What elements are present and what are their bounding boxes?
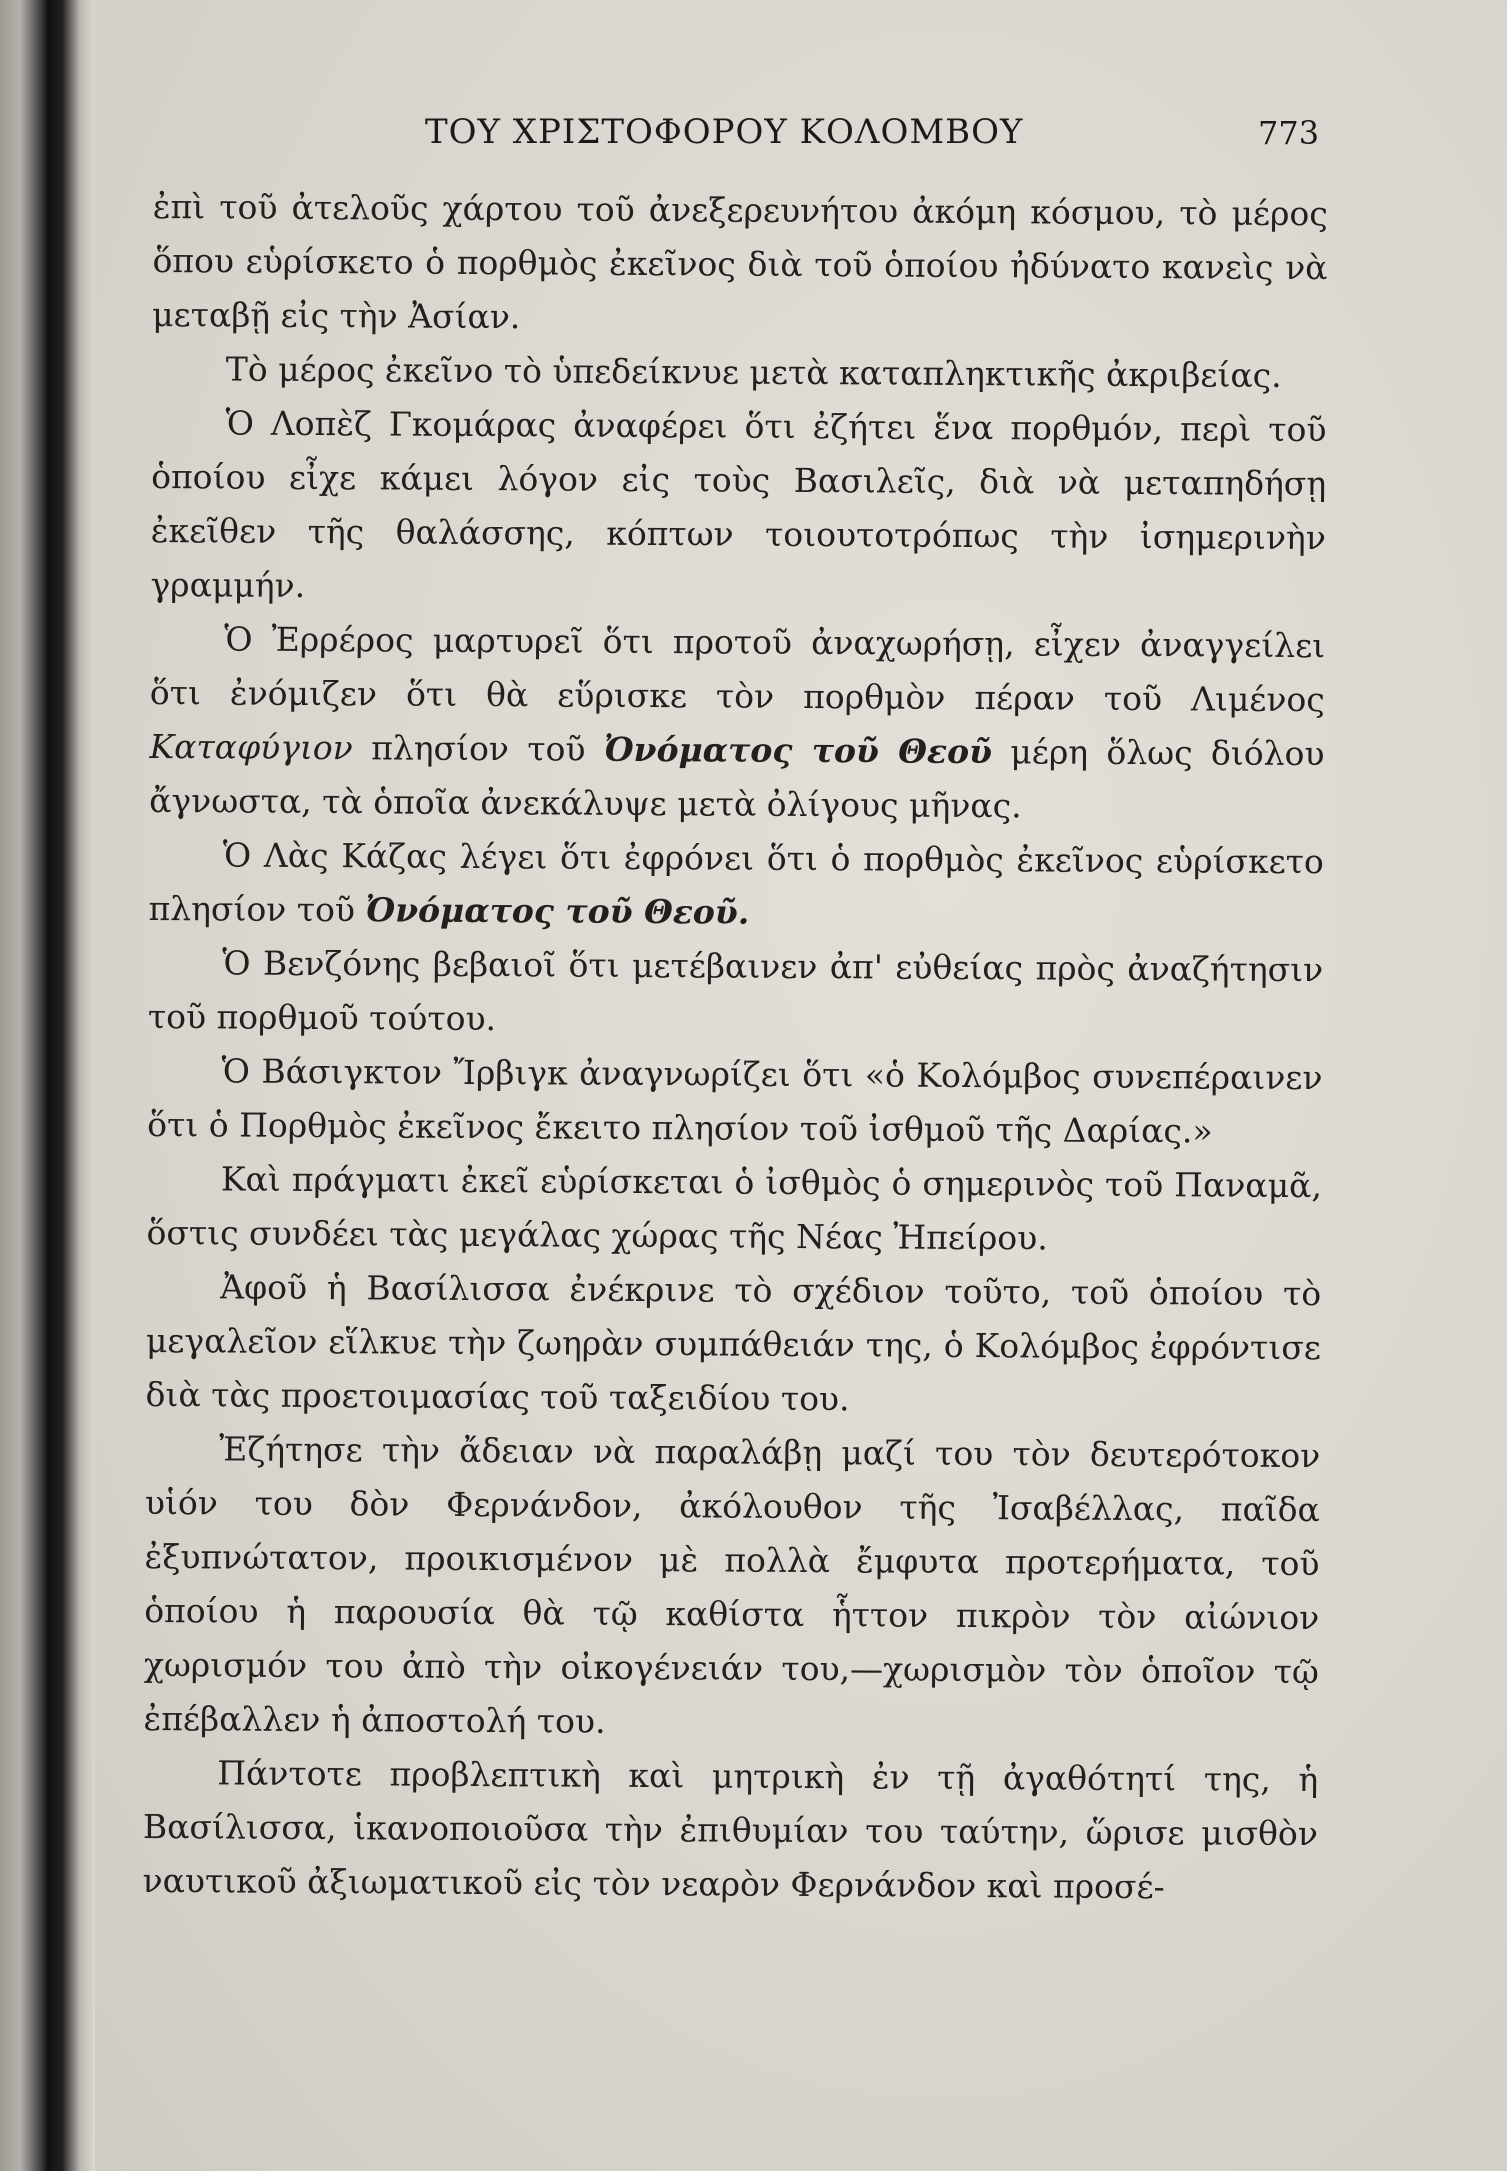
paragraph-text: Ὁ Ἐρρέρος μαρτυρεῖ ὅτι προτοῦ ἀναχωρήσῃ, εἶχεν ἀναγγείλει ὅτι ἐνόμιζεν ὅτι θὰ εὕρισκε τὸν πορθμὸν πέραν τοῦ Λιμένος (149, 619, 1326, 720)
paragraph: Ὁ Βάσιγκτον Ἴρβιγκ ἀναγνωρίζει ὅτι «ὁ Κολόμβος συνεπέραινεν ὅτι ὁ Πορθμὸς ἐκεῖνος ἔκειτο πλησίον τοῦ ἰσθμοῦ τῆς Δαρίας.» (147, 1051, 1323, 1151)
paragraph-text: Ὁ Λὰς Κάζας λέγει ὅτι ἐφρόνει ὅτι ὁ πορθμὸς ἐκεῖνος εὑρίσκετο πλησίον τοῦ (148, 835, 1324, 930)
paragraph: Ὁ Βενζόνης βεβαιοῖ ὅτι μετέβαινεν ἀπ' εὐθείας πρὸς ἀναζήτησιν τοῦ πορθμοῦ τούτου. (147, 943, 1324, 1039)
paragraph (148, 828, 1324, 943)
paragraph-text: πλησίον τοῦ (371, 728, 586, 769)
paragraph: Καὶ πράγματι ἐκεῖ εὑρίσκεται ὁ ἰσθμὸς ὁ σημερινὸς τοῦ Παναμᾶ, ὅστις συνδέει τὰς μεγάλας χώρας τῆς Νέας Ἠπείρου. (146, 1159, 1322, 1258)
body-text (141, 180, 1328, 2147)
paragraph: Πάντοτε προβλεπτικὴ καὶ μητρικὴ ἐν τῇ ἀγαθότητί της, ἡ Βασίλισσα, ἱκανοποιοῦσα τὴν ἐπιθυμίαν του ταύτην, ὥρισε μισθὸν ναυτικοῦ ἀξιωματικοῦ εἰς τὸν νεαρὸν Φερνάνδον καὶ προσέ- (142, 1753, 1319, 1907)
page (95, 0, 1507, 2171)
running-title: ΤΟΥ ΧΡΙΣΤΟΦΟΡΟΥ ΚΟΛΟΜΒΟΥ (425, 112, 1024, 152)
paragraph (149, 612, 1325, 835)
paragraph: ἐπὶ τοῦ ἀτελοῦς χάρτου τοῦ ἀνεξερευνήτου ἀκόμη κόσμου, τὸ μέρος ὅπου εὑρίσκετο ὁ πορθμὸς ἐκεῖνος διὰ τοῦ ὁποίου ἠδύνατο κανεὶς νὰ μεταβῇ εἰς τὴν Ἀσίαν. (152, 186, 1328, 337)
paragraph-text: μέρη ὅλως διόλου ἄγνωστα, τὰ ὁποῖα ἀνεκάλυψε μετὰ ὀλίγους μῆνας. (149, 732, 1325, 826)
italic-port-name: Καταφύγιον (149, 726, 353, 768)
page-number: 773 (1258, 114, 1320, 152)
paragraph: Ἐζήτησε τὴν ἄδειαν νὰ παραλάβῃ μαζί του τὸν δευτερότοκον υἱόν του δὸν Φερνάνδον, ἀκόλουθον τῆς Ἰσαβέλλας, παῖδα ἐξυπνώτατον, προικισμένον μὲ πολλὰ ἔμφυτα προτερήματα, τοῦ ὁποίου ἡ παρουσία θὰ τῷ καθίστα ἧττον πικρὸν τὸν αἰώνιον χωρισμόν του ἀπὸ τὴν οἰκογένειάν του,—χωρισμὸν τὸν ὁποῖον τῷ ἐπέβαλλεν ἡ ἀποστολή του. (143, 1429, 1321, 1741)
paragraph: Τὸ μέρος ἐκεῖνο τὸ ὑπεδείκνυε μετὰ καταπληκτικῆς ἀκριβείας. (225, 349, 1282, 395)
paragraph: Ἀφοῦ ἡ Βασίλισσα ἐνέκρινε τὸ σχέδιον τοῦτο, τοῦ ὁποίου τὸ μεγαλεῖον εἵλκυε τὴν ζωηρὰν συμπάθειάν της, ὁ Κολόμβος ἐφρόντισε διὰ τὰς προετοιμασίας τοῦ ταξειδίου του. (145, 1267, 1322, 1419)
running-head (95, 112, 1507, 162)
paragraph: Ὁ Λοπὲζ Γκομάρας ἀναφέρει ὅτι ἐζήτει ἕνα πορθμόν, περὶ τοῦ ὁποίου εἶχε κάμει λόγον εἰς τοὺς Βασιλεῖς, διὰ νὰ μεταπηδήσῃ ἐκεῖθεν τῆς θαλάσσης, κόπτων τοιουτοτρόπως τὴν ἰσημερινὴν γραμμήν. (150, 403, 1327, 605)
italic-holy-name: Ὀνόματος τοῦ Θεοῦ. (365, 890, 750, 932)
italic-holy-name: Ὀνόματος τοῦ Θεοῦ (603, 729, 993, 772)
book-gutter-shadow (0, 0, 95, 2171)
